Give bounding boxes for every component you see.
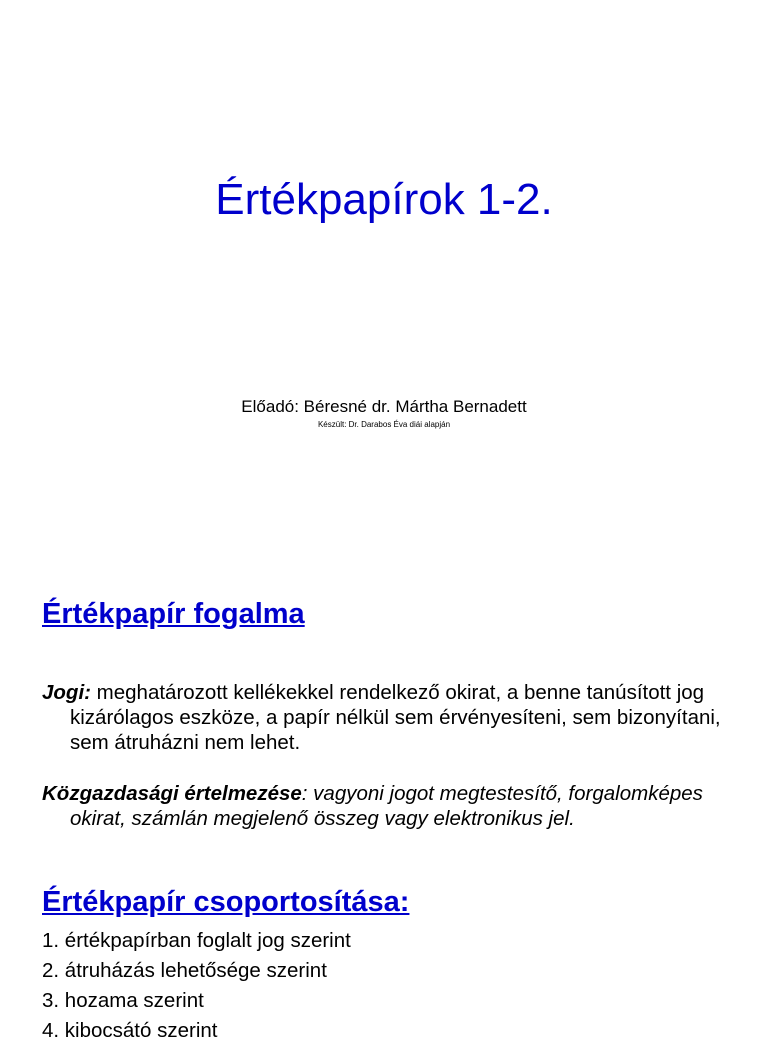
grouping-heading: Értékpapír csoportosítása:	[42, 886, 410, 918]
concept-heading: Értékpapír fogalma	[42, 598, 305, 630]
legal-text: meghatározott kellékekkel rendelkező okirat, a benne tanúsított jog kizárólagos eszköze, a papír nélkül sem érvényesíteni, sem bizonyítani, sem átruházni nem lehet.	[70, 681, 721, 754]
list-item: 1. értékpapírban foglalt jog szerint	[42, 929, 351, 952]
presenter-line: Előadó: Béresné dr. Mártha Bernadett	[241, 397, 527, 416]
legal-label: Jogi:	[42, 681, 91, 704]
list-item: 3. hozama szerint	[42, 989, 204, 1012]
economic-label: Közgazdasági értelmezése	[42, 782, 302, 805]
slide-title: Értékpapírok 1-2.	[215, 175, 553, 224]
economic-definition	[42, 781, 760, 831]
economic-text: : vagyoni jogot megtestesítő, forgalomképes okirat, számlán megjelenő összeg vagy elektronikus jel.	[70, 782, 703, 830]
legal-definition	[42, 680, 760, 755]
grouping-list	[42, 926, 351, 1046]
list-item: 2. átruházás lehetősége szerint	[42, 959, 327, 982]
credit-line: Készült: Dr. Darabos Éva diái alapján	[317, 420, 451, 429]
list-item: 4. kibocsátó szerint	[42, 1019, 218, 1042]
